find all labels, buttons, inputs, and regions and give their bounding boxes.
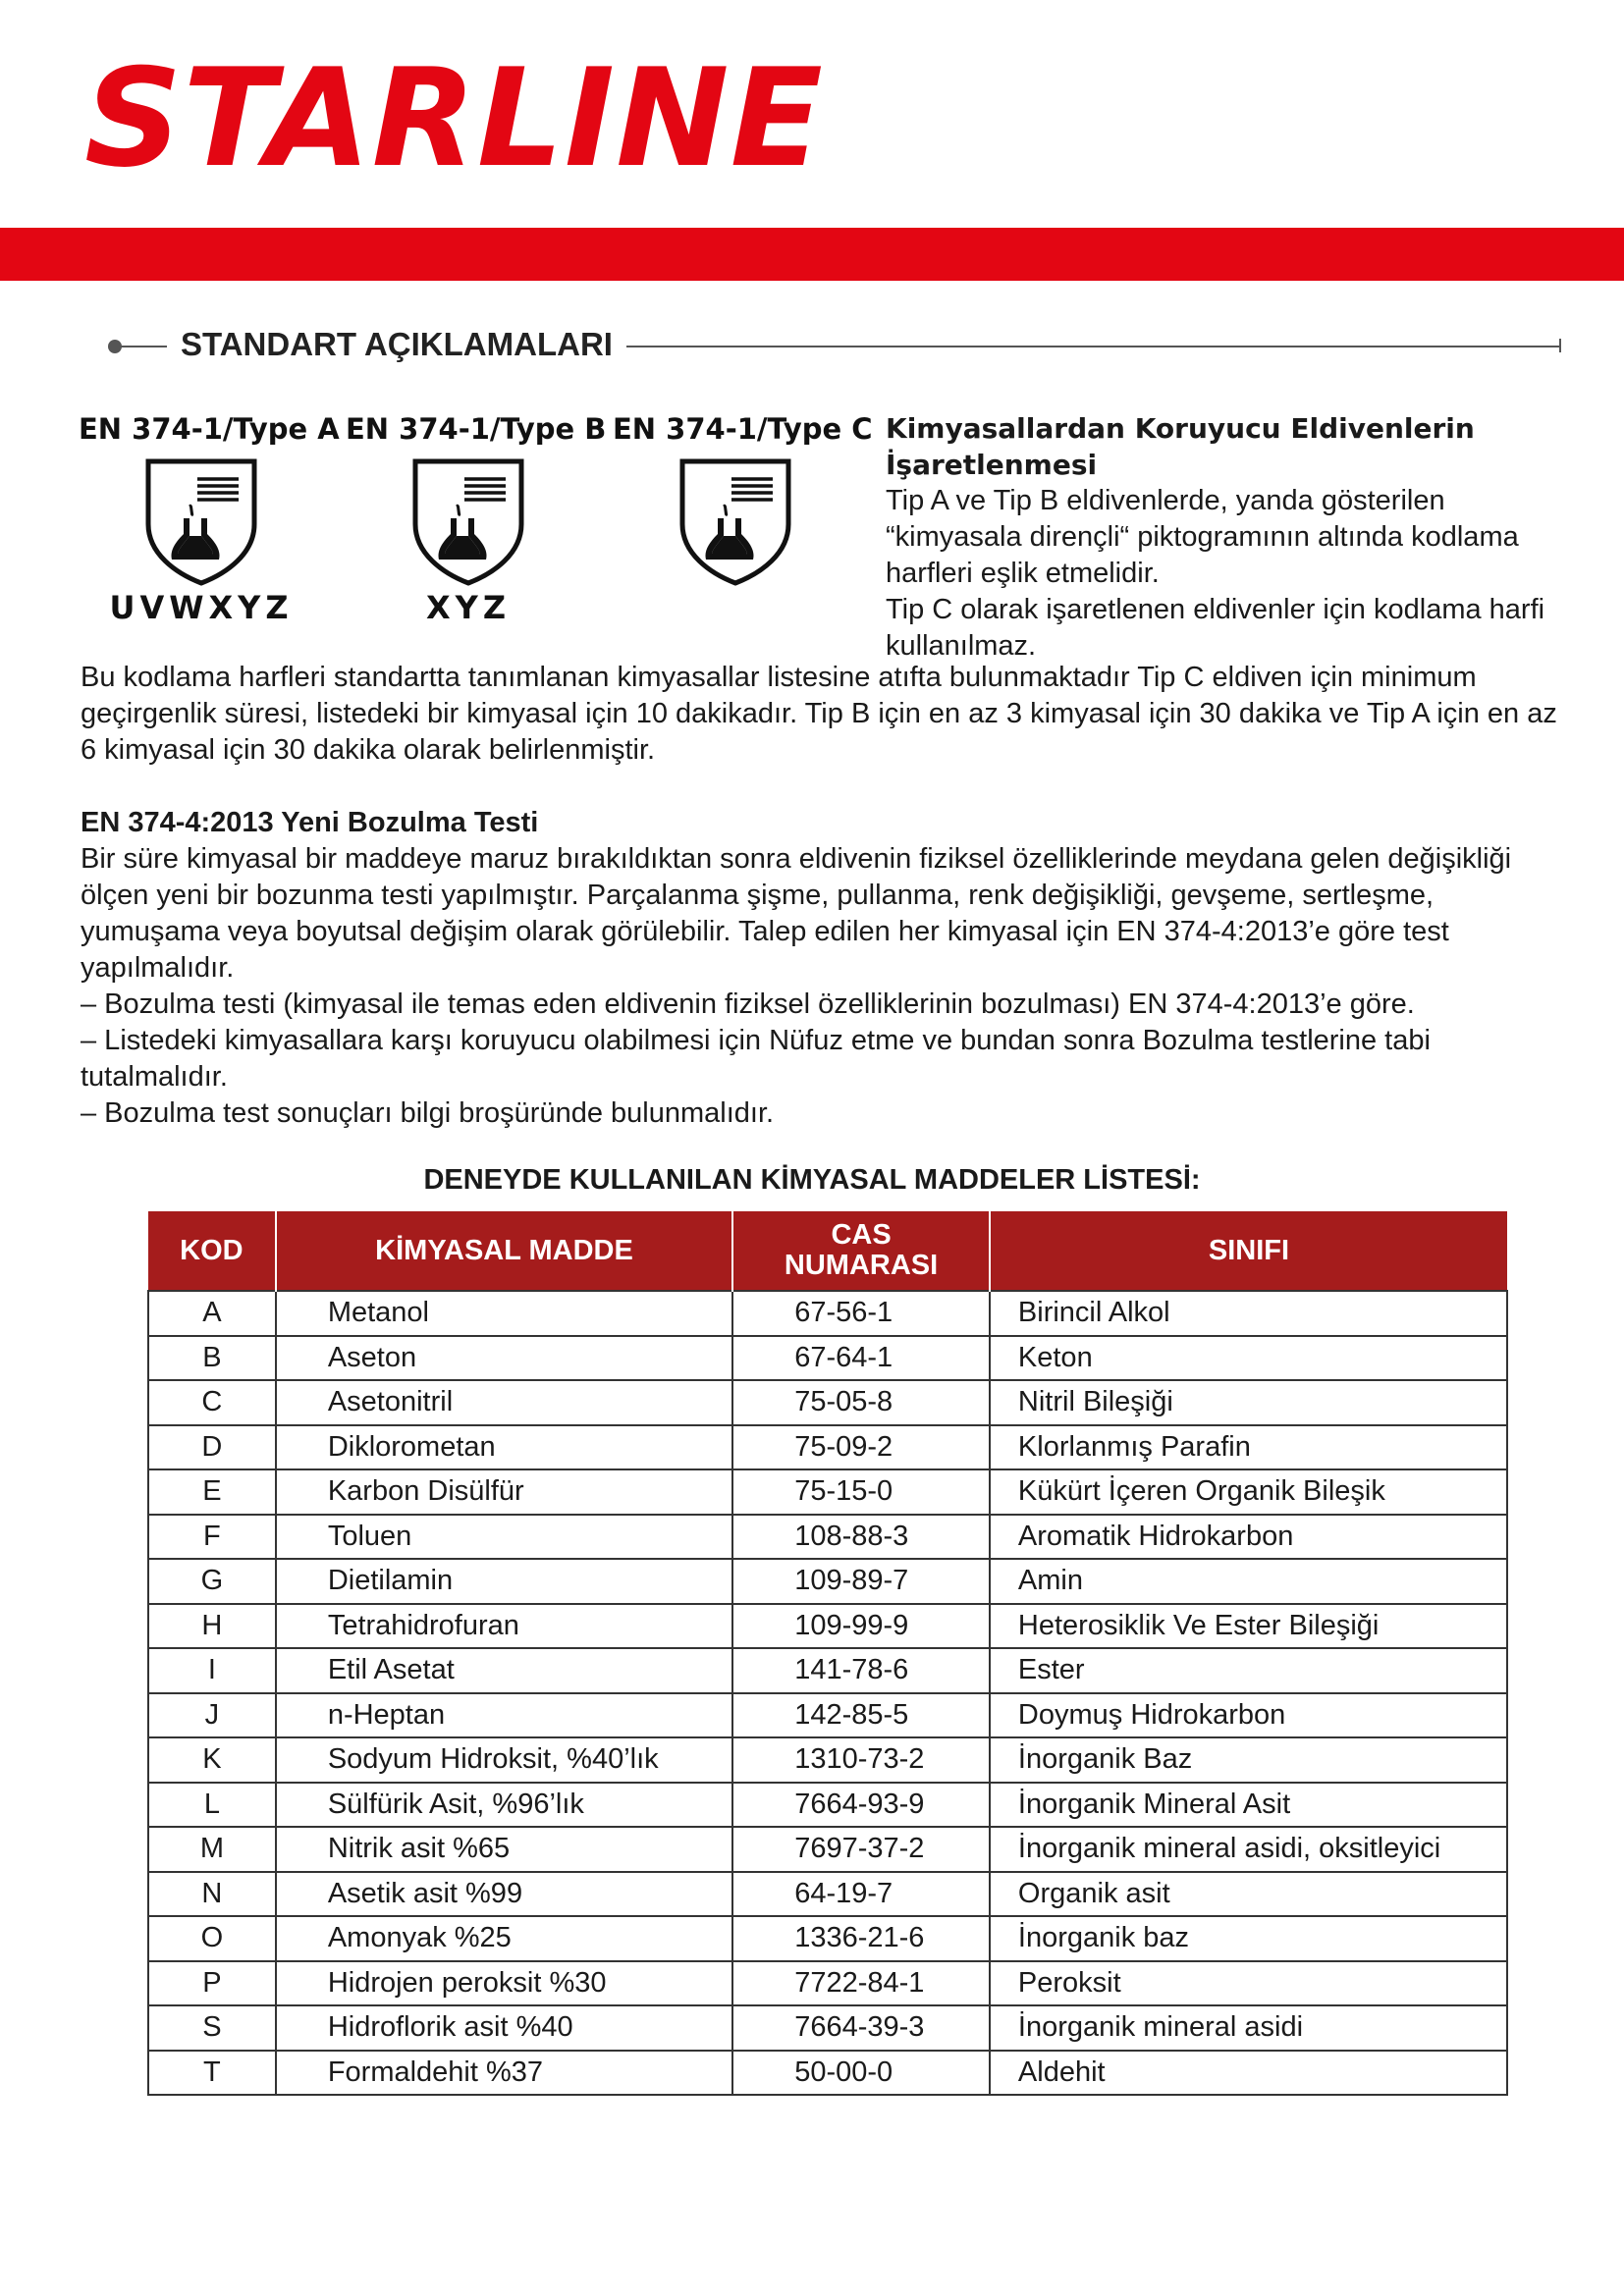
cell-kod: B <box>148 1336 276 1381</box>
cell-kod: O <box>148 1916 276 1961</box>
cell-cas: 141-78-6 <box>732 1648 990 1693</box>
table-row <box>148 1783 1507 1828</box>
cell-sinifi: Keton <box>990 1336 1507 1381</box>
cell-kod: A <box>148 1291 276 1336</box>
cell-cas: 67-56-1 <box>732 1291 990 1336</box>
table-row <box>148 1693 1507 1738</box>
table-row <box>148 1336 1507 1381</box>
table-row <box>148 1737 1507 1783</box>
pictogram-title: EN 374-1/Type B <box>346 412 607 446</box>
degradation-bullet-3: – Bozulma test sonuçları bilgi broşüründe bulunmalıdır. <box>81 1097 775 1129</box>
cell-kimyasal-madde: Karbon Disülfür <box>276 1469 732 1515</box>
cell-sinifi: Organik asit <box>990 1872 1507 1917</box>
cell-kimyasal-madde: Hidrojen peroksit %30 <box>276 1961 732 2006</box>
degradation-block <box>81 805 1573 1132</box>
cell-kimyasal-madde: Tetrahidrofuran <box>276 1604 732 1649</box>
pictogram-code: XYZ <box>425 589 512 626</box>
degradation-heading: EN 374-4:2013 Yeni Bozulma Testi <box>81 807 539 838</box>
table-row <box>148 2005 1507 2051</box>
starline-logo: STARLINE <box>84 39 824 197</box>
table-row <box>148 1291 1507 1336</box>
chemical-resistance-icon <box>409 457 527 587</box>
cell-cas: 75-05-8 <box>732 1380 990 1425</box>
table-row <box>148 1961 1507 2006</box>
cell-cas: 7664-93-9 <box>732 1783 990 1828</box>
cell-cas: 64-19-7 <box>732 1872 990 1917</box>
header-sinifi: SINIFI <box>990 1211 1507 1291</box>
cell-cas: 108-88-3 <box>732 1515 990 1560</box>
cell-cas: 67-64-1 <box>732 1336 990 1381</box>
cell-kod: M <box>148 1827 276 1872</box>
cell-kimyasal-madde: Hidroflorik asit %40 <box>276 2005 732 2051</box>
cell-cas: 1310-73-2 <box>732 1737 990 1783</box>
pictogram-type-a <box>79 412 340 626</box>
table-row <box>148 1916 1507 1961</box>
cell-kimyasal-madde: Sülfürik Asit, %96’lık <box>276 1783 732 1828</box>
cell-kod: G <box>148 1559 276 1604</box>
cell-kimyasal-madde: Toluen <box>276 1515 732 1560</box>
table-row <box>148 1604 1507 1649</box>
cell-kimyasal-madde: Diklorometan <box>276 1425 732 1470</box>
table-row <box>148 1425 1507 1470</box>
cell-kod: D <box>148 1425 276 1470</box>
table-row <box>148 1469 1507 1515</box>
cell-kod: I <box>148 1648 276 1693</box>
cell-kod: T <box>148 2051 276 2096</box>
table-caption: DENEYDE KULLANILAN KİMYASAL MADDELER LİSTESİ: <box>423 1164 1201 1196</box>
cell-sinifi: İnorganik baz <box>990 1916 1507 1961</box>
cell-kod: C <box>148 1380 276 1425</box>
cell-sinifi: Aromatik Hidrokarbon <box>990 1515 1507 1560</box>
cell-kod: P <box>148 1961 276 2006</box>
cell-kod: J <box>148 1693 276 1738</box>
cell-sinifi: Nitril Bileşiği <box>990 1380 1507 1425</box>
table-row <box>148 1559 1507 1604</box>
cell-cas: 50-00-0 <box>732 2051 990 2096</box>
pictogram-title: EN 374-1/Type C <box>613 412 873 446</box>
table-header-row <box>148 1211 1507 1291</box>
header-cas <box>732 1211 990 1291</box>
cell-kimyasal-madde: Asetik asit %99 <box>276 1872 732 1917</box>
cell-cas: 75-09-2 <box>732 1425 990 1470</box>
cell-sinifi: Amin <box>990 1559 1507 1604</box>
pictogram-row <box>79 412 873 638</box>
degradation-bullet-2: – Listedeki kimyasallara karşı koruyucu olabilmesi için Nüfuz etme ve bundan sonra Bozulma testlerine tabi tutalmalıdır. <box>81 1025 1431 1093</box>
cell-cas: 1336-21-6 <box>732 1916 990 1961</box>
section-title: STANDART AÇIKLAMALARI <box>167 326 626 363</box>
table-row <box>148 1648 1507 1693</box>
section-rule-end-tick <box>1559 339 1561 352</box>
cell-kod: K <box>148 1737 276 1783</box>
cell-kod: L <box>148 1783 276 1828</box>
cell-sinifi: İnorganik Mineral Asit <box>990 1783 1507 1828</box>
cell-sinifi: Ester <box>990 1648 1507 1693</box>
cell-cas: 7722-84-1 <box>732 1961 990 2006</box>
cell-kimyasal-madde: Asetonitril <box>276 1380 732 1425</box>
cell-kod: N <box>148 1872 276 1917</box>
marking-text-2: Tip C olarak işaretlenen eldivenler için kodlama harfi kullanılmaz. <box>886 594 1545 662</box>
header-cas-line-2: NUMARASI <box>784 1250 939 1281</box>
cell-sinifi: Peroksit <box>990 1961 1507 2006</box>
cell-kimyasal-madde: Sodyum Hidroksit, %40’lık <box>276 1737 732 1783</box>
degradation-bullet-1: – Bozulma testi (kimyasal ile temas eden eldivenin fiziksel özelliklerinin bozulması) EN 374-4:2013’e göre. <box>81 988 1415 1020</box>
cell-sinifi: İnorganik mineral asidi <box>990 2005 1507 2051</box>
table-row <box>148 1872 1507 1917</box>
cell-kimyasal-madde: Aseton <box>276 1336 732 1381</box>
table-row <box>148 1380 1507 1425</box>
cell-cas: 75-15-0 <box>732 1469 990 1515</box>
cell-kod: F <box>148 1515 276 1560</box>
cell-sinifi: Heterosiklik Ve Ester Bileşiği <box>990 1604 1507 1649</box>
chemicals-table <box>147 1211 1508 2096</box>
cell-kimyasal-madde: Dietilamin <box>276 1559 732 1604</box>
pictogram-code: UVWXYZ <box>109 589 294 626</box>
table-row <box>148 2051 1507 2096</box>
intro-paragraph: Bu kodlama harfleri standartta tanımlanan kimyasallar listesine atıfta bulunmaktadır Tip C eldiven için minimum geçirgenlik süresi, listedeki bir kimyasal için 10 dakikadır. Tip B için en az 3 kimyasal için 30 dakika ve Tip A için en az 6 kimyasal için 30 dakika olarak belirlenmiştir. <box>81 662 1557 766</box>
chemical-resistance-icon <box>677 457 794 587</box>
degradation-text: Bir süre kimyasal bir maddeye maruz bırakıldıktan sonra eldivenin fiziksel özelliklerinde meydana gelen değişikliği ölçen yeni bir bozunma testi yapılmıştır. Parçalanma şişme, pullanma, renk değişikliği, gevşeme, sertleşme, yumuşama veya boyutsal değişim olarak görülebilir. Talep edilen her kimyasal için EN 374-4:2013’e göre test yapılmalıdır. <box>81 843 1512 984</box>
table-row <box>148 1515 1507 1560</box>
cell-kimyasal-madde: Metanol <box>276 1291 732 1336</box>
pictogram-type-c <box>613 412 873 587</box>
marking-text-1: Tip A ve Tip B eldivenlerde, yanda gösterilen “kimyasala dirençli“ piktogramının altında kodlama harfleri eşlik etmelidir. <box>886 485 1519 589</box>
cell-sinifi: İnorganik mineral asidi, oksitleyici <box>990 1827 1507 1872</box>
cell-kimyasal-madde: Amonyak %25 <box>276 1916 732 1961</box>
cell-sinifi: Kükürt İçeren Organik Bileşik <box>990 1469 1507 1515</box>
pictogram-title: EN 374-1/Type A <box>79 412 340 446</box>
cell-sinifi: Aldehit <box>990 2051 1507 2096</box>
cell-kod: H <box>148 1604 276 1649</box>
cell-kimyasal-madde: Nitrik asit %65 <box>276 1827 732 1872</box>
header-cas-line-1: CAS <box>831 1219 892 1251</box>
cell-kod: E <box>148 1469 276 1515</box>
cell-kimyasal-madde: Formaldehit %37 <box>276 2051 732 2096</box>
header-kimyasal-madde: KİMYASAL MADDE <box>276 1211 732 1291</box>
table-body <box>148 1291 1507 2095</box>
header-kod: KOD <box>148 1211 276 1291</box>
marking-heading: Kimyasallardan Koruyucu Eldivenlerin İşaretlenmesi <box>886 412 1475 481</box>
cell-cas: 7697-37-2 <box>732 1827 990 1872</box>
chemical-resistance-icon <box>142 457 260 587</box>
cell-sinifi: İnorganik Baz <box>990 1737 1507 1783</box>
cell-kimyasal-madde: n-Heptan <box>276 1693 732 1738</box>
cell-sinifi: Birincil Alkol <box>990 1291 1507 1336</box>
cell-sinifi: Klorlanmış Parafin <box>990 1425 1507 1470</box>
pictogram-type-b <box>346 412 607 626</box>
cell-cas: 109-99-9 <box>732 1604 990 1649</box>
cell-kod: S <box>148 2005 276 2051</box>
cell-kimyasal-madde: Etil Asetat <box>276 1648 732 1693</box>
section-bullet-dot <box>108 340 122 353</box>
marking-block <box>886 410 1573 665</box>
table-row <box>148 1827 1507 1872</box>
cell-cas: 142-85-5 <box>732 1693 990 1738</box>
cell-cas: 7664-39-3 <box>732 2005 990 2051</box>
cell-cas: 109-89-7 <box>732 1559 990 1604</box>
header-red-band <box>0 228 1624 281</box>
cell-sinifi: Doymuş Hidrokarbon <box>990 1693 1507 1738</box>
